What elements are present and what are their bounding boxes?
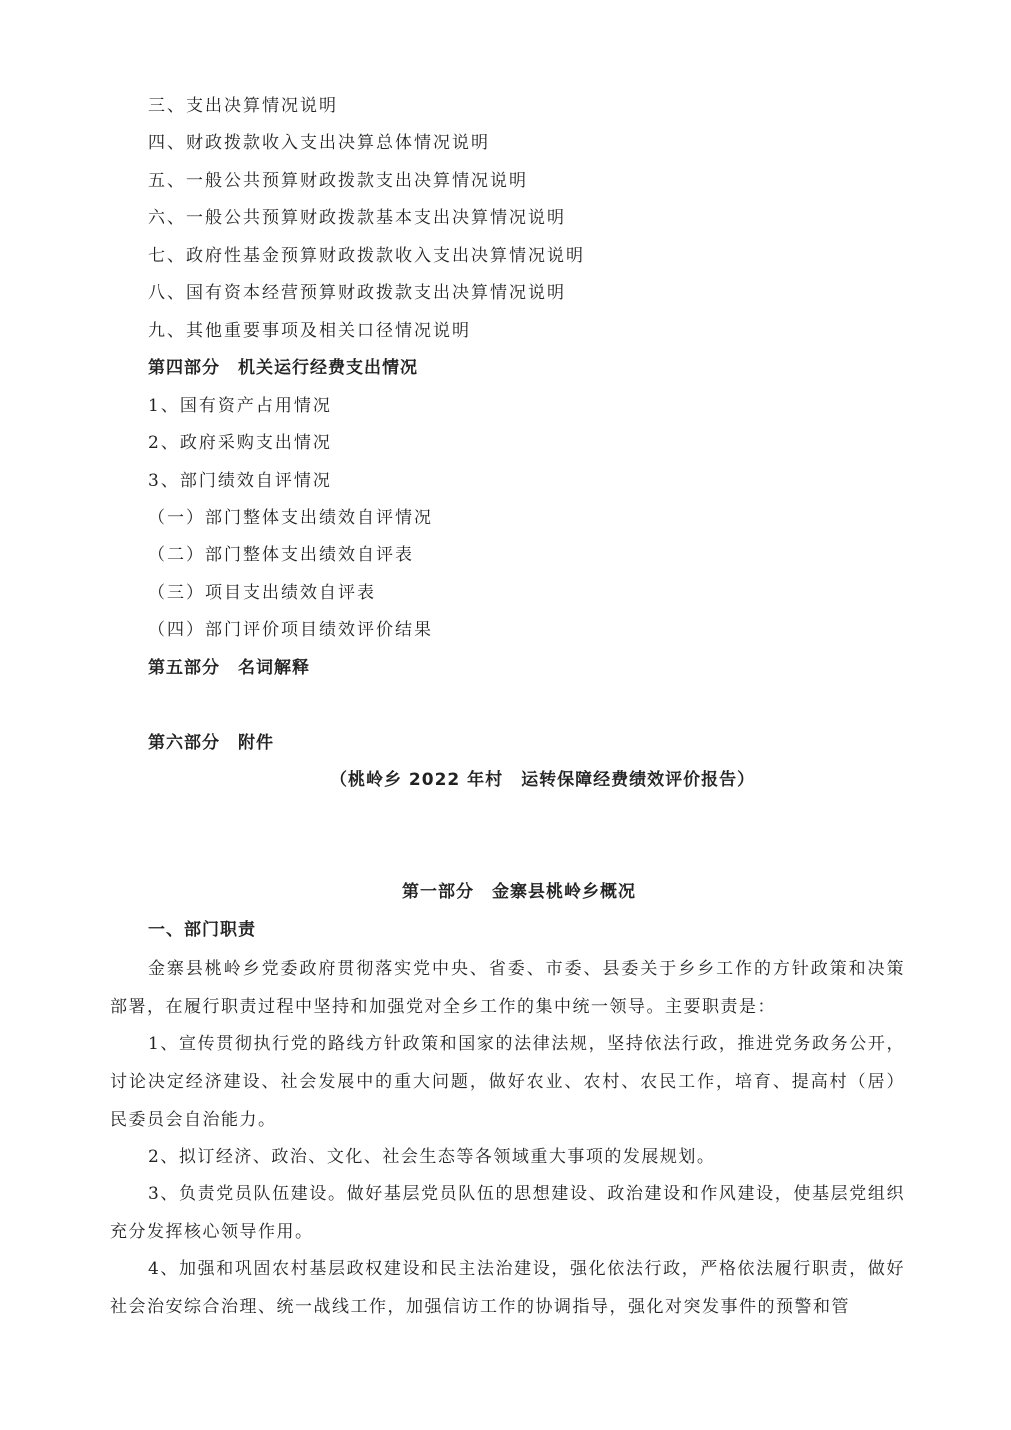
toc-item: （三）项目支出绩效自评表 [148,583,376,603]
toc-item: 2、政府采购支出情况 [148,433,332,453]
toc-item: 七、政府性基金预算财政拨款收入支出决算情况说明 [148,246,585,266]
toc-item: 五、一般公共预算财政拨款支出决算情况说明 [148,171,528,191]
toc-item: 1、国有资产占用情况 [148,396,332,416]
toc-part5-heading: 第五部分 名词解释 [148,658,310,678]
paragraph: 金寨县桃岭乡党委政府贯彻落实党中央、省委、市委、县委关于乡乡工作的方针政策和决策部署，在履行职责过程中坚持和加强党对全乡工作的集中统一领导。主要职责是： [110,959,905,1017]
toc-item: 六、一般公共预算财政拨款基本支出决算情况说明 [148,208,566,228]
toc-item: 三、支出决算情况说明 [148,96,338,116]
paragraph: 4、加强和巩固农村基层政权建设和民主法治建设，强化依法行政，严格依法履行职责，做好社会治安综合治理、统一战线工作，加强信访工作的协调指导，强化对突发事件的预警和管 [110,1259,905,1317]
toc-part4-heading: 第四部分 机关运行经费支出情况 [148,358,418,378]
toc-item: 八、国有资本经营预算财政拨款支出决算情况说明 [148,283,566,303]
toc-item: （四）部门评价项目绩效评价结果 [148,620,433,640]
section-title: 第一部分 金寨县桃岭乡概况 [402,882,636,902]
toc-part6-heading: 第六部分 附件 [148,733,274,753]
toc-item: 九、其他重要事项及相关口径情况说明 [148,321,471,341]
toc-item: 四、财政拨款收入支出决算总体情况说明 [148,133,490,153]
toc-item: （一）部门整体支出绩效自评情况 [148,508,433,528]
paragraph: 1、宣传贯彻执行党的路线方针政策和国家的法律法规，坚持依法行政，推进党务政务公开，讨论决定经济建设、社会发展中的重大问题，做好农业、农村、农民工作，培育、提高村（居）民委员会自治能力。 [110,1034,905,1130]
attachment-title: （桃岭乡 2022 年村 运转保障经费绩效评价报告） [330,770,756,790]
section-heading: 一、部门职责 [148,920,256,940]
paragraph: 3、负责党员队伍建设。做好基层党员队伍的思想建设、政治建设和作风建设，使基层党组织充分发挥核心领导作用。 [110,1184,905,1242]
toc-item: 3、部门绩效自评情况 [148,471,332,491]
toc-item: （二）部门整体支出绩效自评表 [148,545,414,565]
paragraph: 2、拟订经济、政治、文化、社会生态等各领域重大事项的发展规划。 [148,1147,716,1167]
